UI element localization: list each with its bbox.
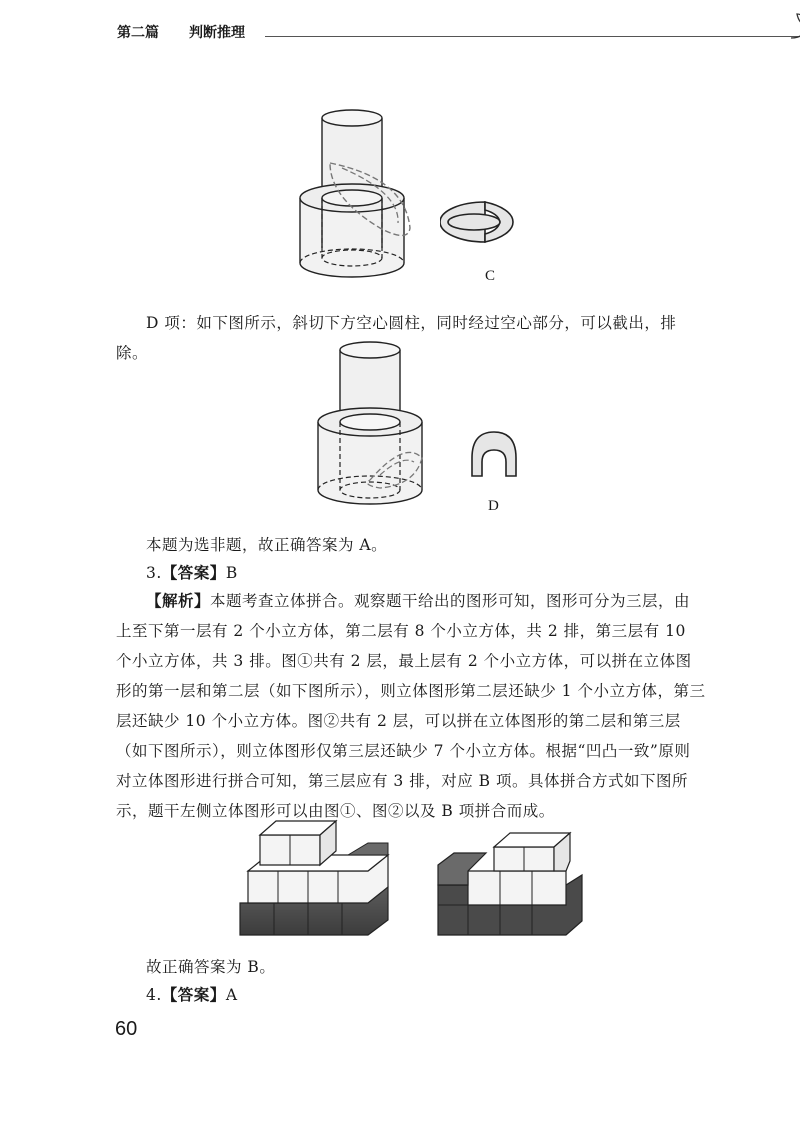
analysis-paragraph	[116, 586, 706, 826]
figure-cube-assembly-right	[436, 825, 586, 940]
question-3-answer	[116, 558, 706, 588]
figure-d-cylinders	[310, 340, 440, 520]
figure-c-label: C	[485, 268, 496, 284]
question-4-answer	[116, 980, 706, 1010]
analysis-mark: 【解析】	[146, 592, 211, 610]
answer-value: B	[225, 564, 238, 582]
question-4-number: 4.	[146, 986, 162, 1004]
figure-cube-assembly-left	[238, 815, 393, 940]
figure-d-label: D	[488, 498, 499, 514]
answer-mark: 【答案】	[161, 986, 226, 1004]
conclusion-b: 故正确答案为 B。	[146, 958, 276, 976]
question-3-number: 3.	[146, 564, 162, 582]
sprout-icon	[787, 8, 800, 42]
header-section: 第二篇	[117, 25, 159, 41]
figure-d-section	[468, 428, 524, 480]
figure-c-section	[440, 198, 540, 254]
conclusion-a: 本题为选非题，故正确答案为 A。	[146, 536, 388, 554]
figure-c-cylinders	[290, 108, 420, 288]
d-item-text: D 项：如下图所示，斜切下方空心圆柱，同时经过空心部分，可以截出，排除。	[116, 314, 677, 362]
running-header	[117, 22, 717, 44]
answer-value: A	[225, 986, 238, 1004]
answer-mark: 【答案】	[161, 564, 226, 582]
analysis-text: 本题考查立体拼合。观察题干给出的图形可知，图形可分为三层，由上至下第一层有 2 个小立方体，第二层有 8 个小立方体，共 2 排，第三层有 10 个小立方体，共 3 排。图①共有 2 层，最上层有 2 个小立方体，可以拼在立体图形的第一层和第二层（如下图所示），则立体图形第二层还缺少 1 个小立方体，第三层还缺少 10 个小立方体。图②共有 2 层，可以拼在立体图形的第二层和第三层（如下图所示），则立体图形仅第三层还缺少 7 个小立方体。根据“凹凸一致”原则对立体图形进行拼合可知，第三层应有 3 排，对应 B 项。具体拼合方式如下图所示，题干左侧立体图形可以由图①、图②以及 B 项拼合而成。	[116, 592, 706, 820]
header-rule	[265, 36, 800, 37]
header-part: 判断推理	[189, 25, 245, 41]
page-number: 60	[115, 1018, 138, 1040]
